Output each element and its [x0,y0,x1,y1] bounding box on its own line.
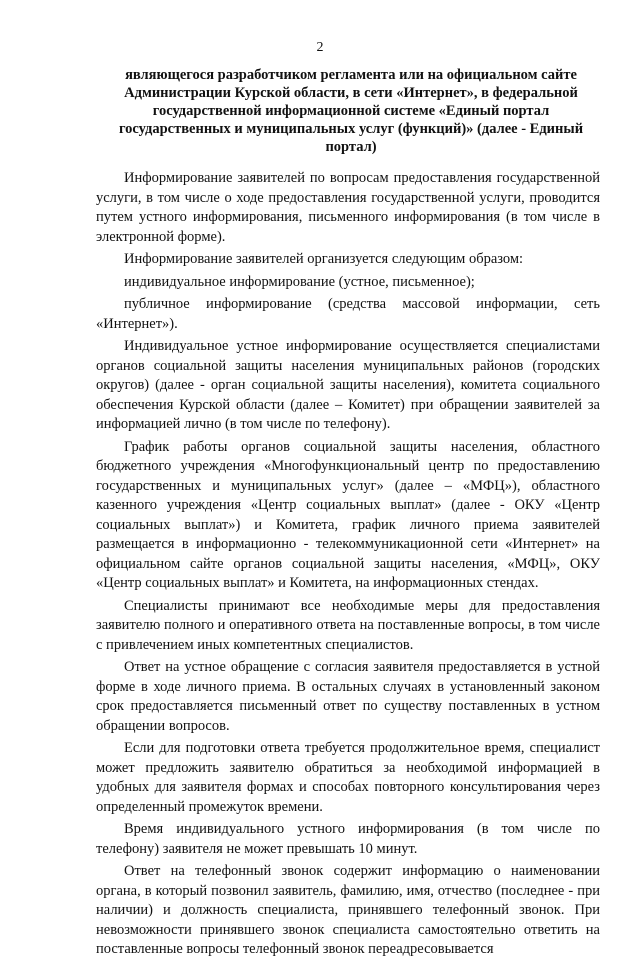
document-body [96,169,600,963]
heading-line: государственных и муниципальных услуг (функций)» (далее - Единый [118,121,584,137]
paragraph: График работы органов социальной защиты населения, областного бюджетного учреждения «Многофункциональный центр по предоставлению государственных и муниципальных услуг» (далее – «МФЦ»), областного казенного учреждения «Центр социальных выплат» (далее - ОКУ «Центр социальных выплат») и Комитета, график личного приема заявителей размещается в информационно - телекоммуникационной сети «Интернет» на официальном сайте органов социальной защиты населения, «МФЦ», ОКУ «Центр социальных выплат» и Комитета, на информационных стендах. [96,438,600,591]
heading-line: Администрации Курской области, в сети «Интернет», в федеральной [124,85,578,101]
paragraph: Ответ на устное обращение с согласия заявителя предоставляется в устной форме в ходе личного приема. В остальных случаях в установленный законом срок предоставляется письменный ответ по существу поставленных в устном обращении вопросов. [96,659,600,734]
paragraph: публичное информирование (средства массовой информации, сеть «Интернет»). [96,296,600,332]
paragraph: Специалисты принимают все необходимые меры для предоставления заявителю полного и оперативного ответа на поставленные вопросы, в том числе с привлечением иных компетентных специалистов. [96,597,600,653]
paragraph: Если для подготовки ответа требуется продолжительное время, специалист может предложить заявителю обратиться за необходимой информацией в удобных для заявителя формах и способах повторного консультирования через определенный промежуток времени. [96,740,600,815]
paragraph: Информирование заявителей организуется следующим образом: [124,251,524,267]
paragraph: Время индивидуального устного информирования (в том числе по телефону) заявителя не может превышать 10 минут. [96,821,600,857]
paragraph: Информирование заявителей по вопросам предоставления государственной услуги, в том числе о ходе предоставления государственной услуги, проводится путем устного информирования, письменного информирования (в том числе в электронной форме). [96,170,600,245]
heading-line: являющегося разработчиком регламента или на официальном сайте [125,67,577,83]
heading-line: портал) [325,139,377,155]
page-number: 2 [316,40,324,55]
heading-line: государственной информационной системе «Единый портал [152,103,550,119]
paragraph: Ответ на телефонный звонок содержит информацию о наименовании органа, в который позвонил заявитель, фамилию, имя, отчество (последнее - при наличии) и должность специалиста, принявшего телефонный звонок. При невозможности принявшего звонок специалиста самостоятельно ответить на поставленные вопросы телефонный звонок переадресовывается [96,863,600,957]
paragraph: Индивидуальное устное информирование осуществляется специалистами органов социальной защиты населения муниципальных районов (городских округов) (далее - орган социальной защиты населения), комитета социального обеспечения Курской области (далее – Комитет) при обращении заявителей за информацией лично (в том числе по телефону). [96,338,600,432]
section-heading [96,66,606,156]
paragraph: индивидуальное информирование (устное, письменное); [124,273,475,290]
